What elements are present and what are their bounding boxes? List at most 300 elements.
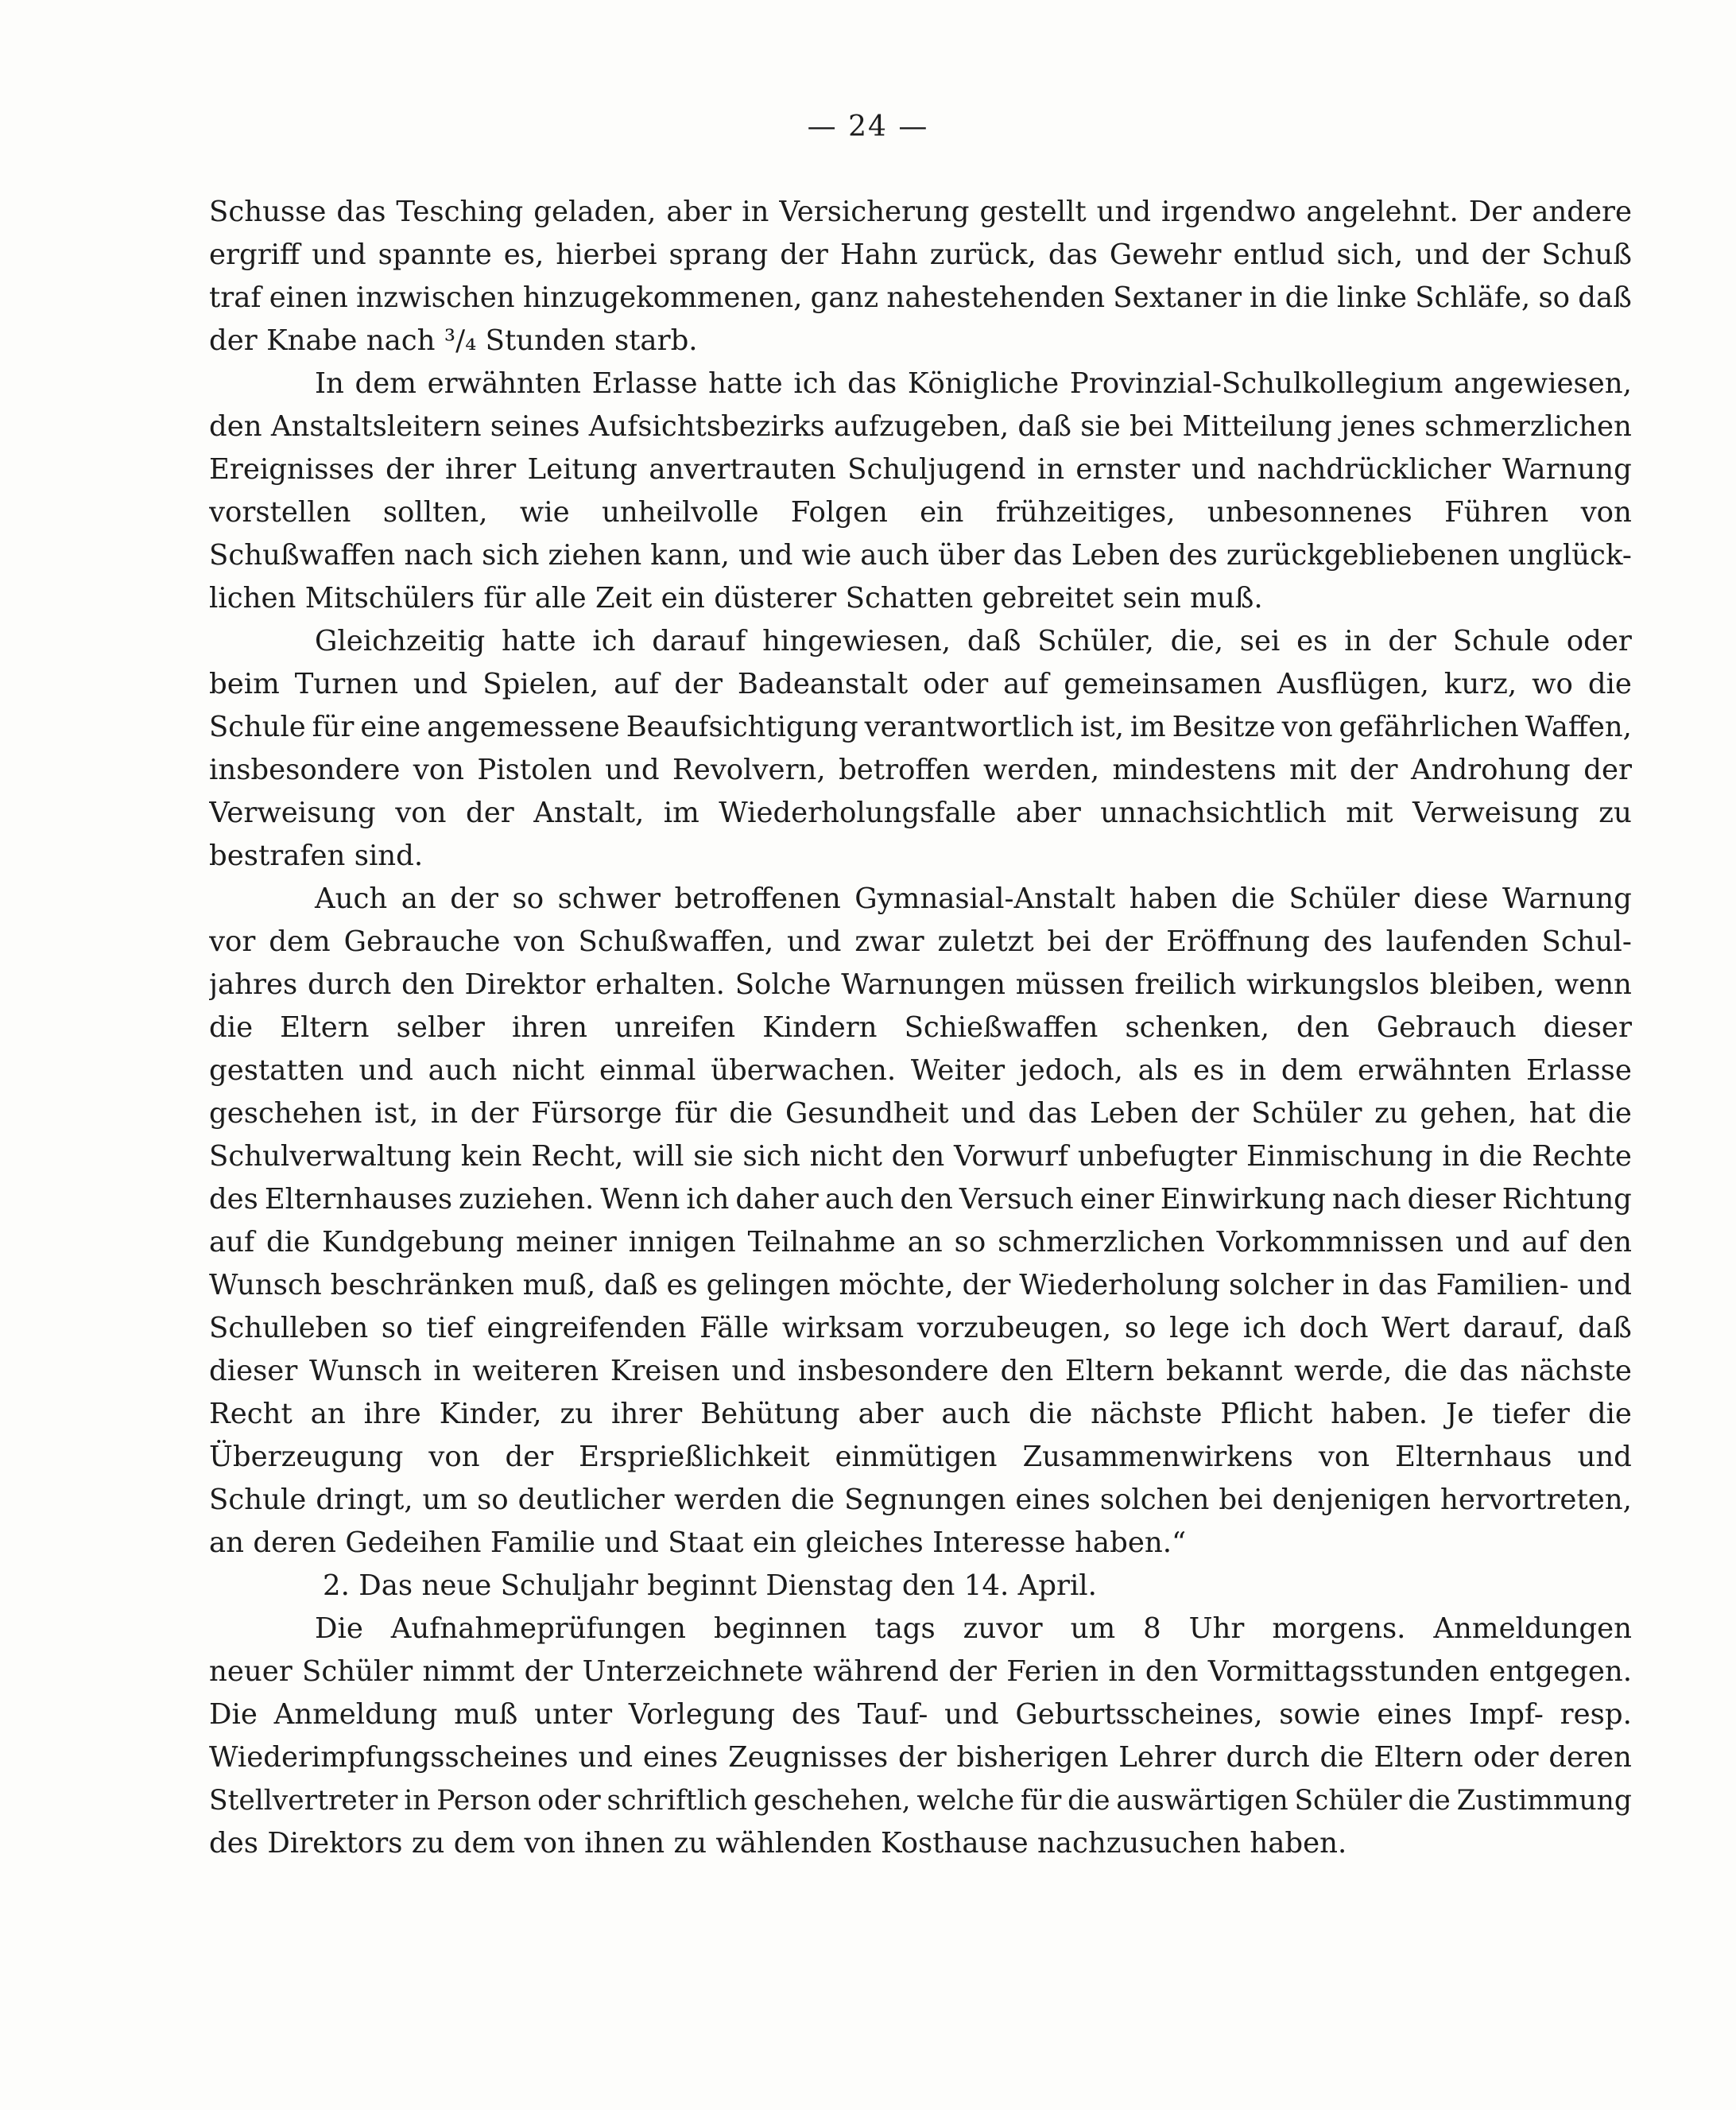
word: Schule [1452,625,1550,657]
word: sollten, [382,496,488,529]
word: eine [360,711,421,743]
word: Zeugnisses [728,1741,889,1774]
word: von [513,925,565,958]
word: die [729,1097,773,1130]
word: Richtung [1502,1183,1632,1216]
text-line [209,921,1632,964]
word: Ferien [1006,1655,1099,1688]
word: der [466,797,514,829]
word: Stunden [485,324,606,357]
word: den [401,968,455,1001]
word: Die [209,1698,258,1731]
word: 8 [1143,1612,1161,1645]
word: der [524,1655,573,1688]
word: auswärtigen [1116,1785,1288,1817]
word: das [1028,1097,1078,1130]
word: durch [308,968,392,1001]
word: Direktors [267,1827,403,1860]
word: Segnungen [844,1484,1006,1516]
word: bei [1047,925,1091,958]
word: dem [269,925,331,958]
word: geschehen, [754,1785,911,1817]
word: ganz [810,281,879,314]
word: der [1388,625,1436,657]
text-line [209,491,1632,534]
text-line [209,878,1632,921]
word: Auch [315,882,388,915]
word: Mitschülers [304,582,475,615]
text-line [209,577,1632,620]
word: hatte [708,367,783,400]
text-line [209,363,1632,405]
word: mindestens [1112,754,1277,786]
word: Eltern [1374,1741,1463,1774]
word: von [428,1441,480,1473]
word: Androhung [1410,754,1571,786]
word: hat [1529,1097,1576,1130]
word: an [310,1398,346,1430]
word: Eltern [280,1011,370,1044]
word: Vorlegung [628,1698,776,1731]
word: vorstellen [209,496,351,529]
word: irgendwo [1161,196,1296,228]
word: Schüler [1288,882,1400,915]
word: bestrafen [209,840,346,872]
word: Versuch [959,1183,1074,1216]
text-line [209,1822,1632,1865]
word: so [512,882,544,915]
word: nachdrücklicher [1257,453,1491,486]
word: der [209,324,258,357]
word: Schuß [1541,239,1632,271]
word: geladen, [533,196,657,228]
word: betroffenen [674,882,841,915]
word: daß [1017,410,1072,443]
word: das [1048,239,1098,271]
word: Schuljahr [500,1569,638,1602]
word: Staat [668,1526,744,1559]
word: daß [1578,1312,1632,1344]
word: gleiches [805,1526,924,1559]
word: um [1070,1612,1116,1645]
word: während [812,1655,939,1688]
text-line [209,663,1632,706]
word: Überzeugung [209,1441,404,1473]
word: wo [1532,668,1573,700]
word: es [1296,625,1328,657]
word: und [1455,1226,1510,1259]
word: über [938,539,1005,572]
word: ziehen [548,539,642,572]
word: und [413,668,468,700]
word: in [1344,625,1372,657]
word: Besitze [1172,711,1276,743]
word: bleiben, [1429,968,1545,1001]
word: und [961,1097,1016,1130]
word: der [450,882,498,915]
text-line [209,1779,1632,1822]
word: Person [436,1785,532,1817]
word: alle [534,582,587,615]
word: nicht [809,1140,882,1173]
word: meiner [516,1226,617,1259]
word: der [948,1655,997,1688]
word: einmütigen [835,1441,998,1473]
word: wirkungslos [1246,968,1420,1001]
word: Schusse [209,196,327,228]
word: Kinder, [439,1398,542,1430]
word: Schüler, [1037,625,1154,657]
word: im [663,797,699,829]
word: vor [209,925,256,958]
word: ein [752,1526,796,1559]
body-text [209,191,1632,1865]
word: Geburtsscheines, [1015,1698,1263,1731]
word: Gleichzeitig [315,625,486,657]
word: die [1319,1741,1364,1774]
word: ihren [511,1011,588,1044]
word: die, [1170,625,1224,657]
word: ihrer [611,1398,683,1430]
word: den [901,1569,955,1602]
word: Stellvertreter [209,1785,398,1817]
word: Anmeldung [273,1698,438,1731]
word: düsterer [714,582,837,615]
word: Wiederholung [1019,1269,1221,1301]
word: und [1577,1441,1632,1473]
word: Gymnasial-Anstalt [854,882,1116,915]
word: nach [366,324,436,357]
word: gefährlichen [1339,711,1519,743]
word: und [731,1355,786,1387]
word: zuvor [963,1612,1043,1645]
word: insbesondere [797,1355,989,1387]
word: die [266,1226,311,1259]
word: an [209,1526,245,1559]
word: andere [1532,196,1632,228]
word: auf [1521,1226,1567,1259]
word: in [742,196,769,228]
word: hierbei [556,239,657,271]
word: möchte, [839,1269,954,1301]
word: das [1378,1269,1428,1301]
word: der [897,1741,947,1774]
word: so [1538,281,1571,314]
word: für [674,1097,717,1130]
word: beschränken [330,1269,514,1301]
word: deren [253,1526,336,1559]
word: die [1587,668,1632,700]
word: Verweisung [209,797,376,829]
word: erhalten. [595,968,725,1001]
word: so [1124,1312,1157,1344]
word: die [1478,1140,1523,1173]
text-line [209,1565,1632,1608]
text-line [209,835,1632,878]
word: bei [1130,410,1174,443]
word: Zustimmung [1456,1785,1632,1817]
word: und [578,1741,634,1774]
word: Der [1468,196,1522,228]
word: die [1408,1785,1451,1817]
word: sie [693,1140,734,1173]
word: Beaufsichtigung [626,711,858,743]
word: oder [1566,625,1632,657]
word: sich [482,539,540,572]
word: daß [604,1269,658,1301]
word: dem [453,1827,516,1860]
text-line [209,1736,1632,1779]
word: gelingen [706,1269,831,1301]
word: der [505,1441,554,1473]
word: dem [1281,1054,1343,1087]
text-line [209,405,1632,448]
word: auch [941,1398,1011,1430]
word: neuer [209,1655,293,1688]
word: der [1481,239,1530,271]
page-number: — 24 — [807,111,929,143]
word: die [1587,1398,1632,1430]
word: deutlicher [517,1484,665,1516]
word: den [209,410,262,443]
word: Pflicht [1220,1398,1313,1430]
word: Dienstag [765,1569,893,1602]
word: der [1349,754,1398,786]
word: an [907,1226,943,1259]
word: bisherigen [956,1741,1109,1774]
word: Recht, [531,1140,624,1173]
word: und [1577,1269,1632,1301]
text-line [209,1178,1632,1221]
word: von [1281,711,1333,743]
word: nächste [1091,1398,1203,1430]
word: ich [1242,1312,1286,1344]
word: auch [428,1054,498,1087]
text-line [209,1007,1632,1049]
word: starb. [614,324,698,357]
word: selber [396,1011,485,1044]
word: oder [537,1785,601,1817]
word: die [1068,1785,1110,1817]
word: laufenden [1385,925,1529,958]
word: der [780,239,828,271]
word: Kindern [762,1011,878,1044]
word: Lehrer [1118,1741,1216,1774]
word: Badeanstalt [737,668,909,700]
text-line [209,320,1632,363]
word: in [1037,453,1065,486]
word: Unterzeichnete [582,1655,804,1688]
word: auch [824,1183,894,1216]
word: gemeinsamen [1064,668,1262,700]
word: einer [1079,1183,1154,1216]
word: Familien- [1436,1269,1569,1301]
word: den [1579,1226,1632,1259]
word: von [1580,496,1632,529]
word: dem [355,367,417,400]
word: deren [1548,1741,1632,1774]
word: werden [673,1484,781,1516]
word: in [404,1785,431,1817]
word: Schuljugend [847,453,1026,486]
word: zu [1598,797,1632,829]
word: 2. [323,1569,350,1602]
word: linke [1336,281,1407,314]
word: mit [1346,797,1393,829]
word: nicht [512,1054,585,1087]
word: das [1459,1355,1509,1387]
word: unnachsichtlich [1100,797,1327,829]
word: zu [411,1827,445,1860]
word: den [891,1140,945,1173]
word: Anmeldungen [1433,1612,1632,1645]
word: auch [860,539,930,572]
word: Waffen, [1525,711,1632,743]
word: der [1583,754,1632,786]
word: betroffen [839,754,971,786]
text-line [209,1135,1632,1178]
word: Aufsichtsbezirks [588,410,825,443]
word: beginnt [647,1569,758,1602]
word: In [315,367,344,400]
word: und [944,1698,999,1731]
word: bei [1219,1484,1263,1516]
word: Fälle [699,1312,769,1344]
word: innigen [628,1226,736,1259]
word: Ausflügen, [1277,668,1429,700]
word: Uhr [1188,1612,1245,1645]
word: Warnung [1502,882,1632,915]
word: den [1296,1011,1350,1044]
word: so [477,1484,509,1516]
word: diese [1413,882,1489,915]
word: haben.“ [1075,1526,1187,1559]
word: Schüler [1294,1785,1402,1817]
word: Tauf- [857,1698,928,1731]
word: schmerzlichen [998,1226,1205,1259]
word: und [312,239,366,271]
word: ist, [1080,711,1124,743]
word: einen [269,281,348,314]
word: haben. [1250,1827,1347,1860]
word: Führen [1444,496,1549,529]
word: zu [1374,1097,1408,1130]
word: ich [686,1183,730,1216]
word: des [791,1698,841,1731]
word: Interesse [932,1526,1066,1559]
text-line [209,1307,1632,1350]
text-line [209,1693,1632,1736]
word: Schule [209,1484,307,1516]
word: und [738,539,793,572]
word: Kundgebung [322,1226,505,1259]
word: anvertrauten [649,453,836,486]
text-line [209,534,1632,577]
word: will [633,1140,684,1173]
word: es [666,1269,698,1301]
word: solcher [1229,1269,1334,1301]
word: Einwirkung [1160,1183,1327,1216]
word: unbesonnenes [1207,496,1412,529]
word: ihrer [445,453,517,486]
text-line [209,1350,1632,1393]
word: kann, [650,539,730,572]
word: in [430,1097,459,1130]
word: zurückgebliebenen [1226,539,1500,572]
word: durch [1226,1741,1310,1774]
text-line [209,277,1632,320]
word: gebreitet [982,582,1114,615]
word: sowie [1279,1698,1361,1731]
word: Einmischung [1246,1140,1433,1173]
word: wirksam [781,1312,905,1344]
word: der [470,1097,519,1130]
word: Rechte [1532,1140,1632,1173]
word: erwähnten [427,367,581,400]
word: nächste [1520,1355,1632,1387]
word: weiteren [472,1355,599,1387]
word: nahestehenden [886,281,1106,314]
word: dieser [209,1355,298,1387]
word: der [1190,1097,1239,1130]
word: Direktor [464,968,586,1001]
word: aber [666,196,732,228]
word: Wenn [600,1183,680,1216]
word: den [900,1183,953,1216]
text-line [209,1650,1632,1693]
word: ernster [1075,453,1180,486]
word: in [1238,1054,1267,1087]
word: Versicherung [779,196,970,228]
word: jahres [209,968,298,1001]
word: solchen [1099,1484,1210,1516]
word: in [433,1355,461,1387]
word: Schulverwaltung [209,1140,451,1173]
word: die [1587,1097,1632,1130]
word: und [605,754,660,786]
word: auf [209,1226,255,1259]
word: Vorwurf [953,1140,1069,1173]
word: Schüler [1251,1097,1362,1130]
word: auf [614,668,660,700]
word: Gebrauche [343,925,501,958]
word: morgens. [1272,1612,1406,1645]
word: des [1168,539,1218,572]
word: sprang [668,239,769,271]
word: wählenden [715,1827,872,1860]
word: eines [642,1741,719,1774]
word: dieser [1543,1011,1632,1044]
word: Spielen, [482,668,599,700]
word: Elternhauses [264,1183,453,1216]
word: Schule [209,711,306,743]
word: vorzubeugen, [916,1312,1112,1344]
word: ³/₄ [444,324,477,357]
word: Leitung [527,453,638,486]
word: Solche [734,968,831,1001]
word: werden, [982,754,1100,786]
word: Hahn [839,239,918,271]
word: ihnen [584,1827,665,1860]
word: resp. [1560,1698,1632,1731]
word: es [1193,1054,1225,1087]
word: für [1020,1785,1062,1817]
word: Vormittagsstunden [1207,1655,1479,1688]
text-line [209,792,1632,835]
word: Fürsorge [531,1097,662,1130]
text-line [209,1479,1632,1522]
word: Eröffnung [1166,925,1310,958]
